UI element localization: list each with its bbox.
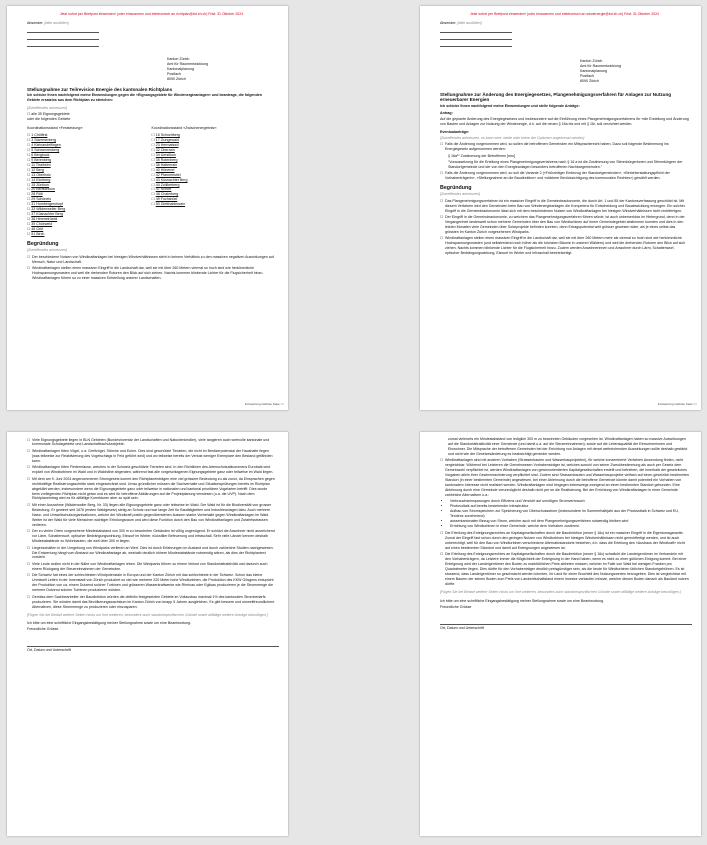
signature-line[interactable]: Ort, Datum und Unterschrift (440, 624, 692, 631)
sender-field[interactable] (27, 33, 99, 40)
sender-placeholder: [bitte ausfüllen] (44, 20, 69, 25)
annotate-hint: [Zutreffendes ankreuzen] (27, 106, 67, 111)
sender-field[interactable] (27, 26, 99, 33)
closing-text: Ich bitte um eine schriftliche Eingangsbestätigung meiner Stellungnahme sowie um eine Beantwortung. (440, 598, 605, 603)
paragraph-reference: § 16a¹⁰ Zustimmung der Betroffenen [neu] (448, 153, 516, 158)
recipient-line: Amt für Raumentwicklung (167, 61, 208, 66)
document-page-4 (420, 432, 701, 836)
column-heading: Koordinationsstand «Zwischenergebnis»: (151, 126, 218, 131)
alternative-item-label: ausserkantonalen Bezug von Strom, welcher auch mit dem Plangenehmigungsverfahren notwendig bleiben wird (450, 519, 629, 524)
reason-item[interactable]: ☐ Der Eingriff in die Gemeindeautonomie, zu welchem das Plangenehmigungsverfahren führen würde, ist auch unbemerkbar im Hintergrund, denn in der Vergangenheit landesweit schon mehrere Gemeinden über den Bau von Windturbinen auf ihrem Gemeindegebiet abstimmen konnten und dies in den letzten Monaten viele Gemeinden über Solarprojekte befinden konnten, denn Ertragspotential weit grösser gewesen wäre, als je eines selbst das grössten im Kanton Zürich vorgesehenen Windparks. (440, 215, 689, 235)
area-item-label: 20 Bertschikon (31, 187, 56, 192)
area-item-label: 46 Grüt (31, 227, 44, 232)
reason-item[interactable]: ☐ Die Erteilung des Enteignungsrechtes an Kapitalgesellschaften durch die Baudirektion (neuer § 16c) ist ein massiver Eingriff in die Eigentumsgarantie. Zumal der Eingriff fast schon durch den geringen Nutzen von Windturbinen bei hiesigen Windverhältnissen nicht gerechtfertigt werden, und ist auch unberechtigt, weil für den Bau von Windturbinen verschiedene Alternativstandorte bestehen, d.h. dass die Erteilung des «Ausbaus der Windkraft» nicht auf einen bestimmten Standort und damit auf Enteignungen angewiesen ist. (440, 531, 689, 551)
area-item-label: 50 Gletthaldenrain (155, 202, 186, 207)
document-page-1 (7, 6, 288, 410)
recipient-address (167, 57, 276, 82)
intro-text: Ich schicke Ihnen nachfolgend meine Einwendungen und stelle folgende Anträge: (440, 104, 580, 109)
area-columns (27, 126, 276, 237)
eventual-item-2[interactable]: ☐ Falls die Änderung vorgenommen wird, so soll die Variante 2 («Frühzeitiger Einbezug der Standortgemeinden», «Berichterstattungspflicht der Vorhabenträgerin», «Stellungnahme an die Baudirektion» und «stärkere Berücksichtigung des kommunalen Rechtes») gewählt werden. (440, 171, 689, 181)
recipient-line: Kantonalplanung (580, 68, 607, 73)
option-label: alle 35 Eignungsgebiete (31, 112, 70, 117)
column-festsetzung (27, 126, 152, 237)
reason-hint: [Zutreffendes ankreuzen] (27, 248, 67, 253)
area-item[interactable] (152, 202, 277, 207)
area-item-label: 44 Zollikerberg (155, 182, 180, 187)
continue-note: Fortsetzung nächste Seite >> (657, 402, 697, 406)
sender-field[interactable] (440, 40, 512, 47)
option-following-areas (27, 117, 276, 122)
reason-item[interactable]: ☐ Windkraftanlagen töten Vögel, u.a. Greifvögel, Störche und Eulen. Dies sind geschützte Tierarten, die nicht im Besitzerpotenzial der Haushalte liegen (was teilweise zur Reaktivierung des Vogelschlags in Feld geführt wird) und wo teilweise bereits der Verlust weniger Exemplare den Bestand gefährden kann. (27, 449, 276, 464)
reason-item[interactable]: ☐ Viele Eignungsgebiete liegen in BLN Gebieten (Bundesinventar der Landschaften und Naturdenkmäler), viele tangieren auch wertvolle kantonale und kommunale Schutzgebiete und Landschaftsschutzobjekte. (27, 438, 276, 448)
area-item-label: 12 Berg (31, 167, 44, 172)
signature-line[interactable]: Ort, Datum und Unterschrift (27, 646, 279, 653)
greeting: Freundliche Grüsse (440, 604, 472, 609)
recipient-line: Postfach (167, 71, 181, 76)
area-item-label: 16 Schneitberg (155, 133, 180, 137)
reason-item[interactable]: ☐ Windkraftanlagen stellen einen massiven Eingriff in die Landschaft dar, weil sie mit über 260 Metern viermal so hoch sind wie herkömmliche Hochspannungsmasten und weil die drehenden Rotoren den Blick auf sich ziehen. Nachts kommen blinkende Lichter für die Flugsicherheit hinzu. Windkraftanlagen führen so zu einer massiven Entstellung unserer Landschaften. (27, 266, 276, 281)
area-item[interactable] (27, 232, 152, 237)
submission-notice: Jetzt sofort per Briefpost einsenden! (oder einscannen und elektronisch an windenergie@bd.zh.ch) Frist: 31.Oktober 2024 (470, 12, 659, 16)
reason-item[interactable]: ☐ Die Schweiz hat eines der schlechtesten Windpotenziale in Europa und der Kanton Zürich mit das schlechteste in der Schweiz. Schon das kleine Unmiwelt Letten in der Innenstadt von Zürich produziert so viel wie mehrere 220 Meter hohe Windturbinen, die Produktion des KKW Gösgens entspricht der Produktion von ca. einem Dutzend solcher Turbinen und grösseren Wasserkraftwerke wie Rheinau oder Eglisau produzieren je die Strommenge die mehrere Dutzend solcher Turbinen produzieren würden. (27, 573, 276, 593)
alternative-item-label: Errichtung von Windturbinen in einer Gemeinde, welche dem Vorhaben zustimmt. (450, 524, 580, 529)
area-item-label: 39 Chüeweid (31, 222, 53, 227)
area-item-label: 5 Schwerzenberg (31, 147, 60, 152)
area-item-label: 37 Küsnachter Berg (31, 212, 63, 217)
document-title: Stellungnahme zur Änderung des Energiegesetzes, Plangenehmigungsverfahren für Anlagen zur Nutzung erneuerbarer Energien (440, 91, 672, 103)
reason-item[interactable]: ☐ Mit dem am 9. Juni 2024 angenommenen Stromgesetz kommt den Richtplaneinträgen eine viel grössere Bedeutung zu als zuvor, da Einsprachen gegen rechtkräftige Realisierungsschritte stark eingeschränkt sind. Umso gründlicher müssen die Sachverhalte und Situationsprüfungen bereits im Richtplan abgeklärt werden, insbesondere wenn die Eignungsgebiete ganz oder teilweise in nationalen und kantonal prioritären Vogelarten betrifft. Dies wurde beim vorliegenden Richtplan nicht getan und es wird für betroffene Abklärungen auf die Projektplanung verwiesen (u.a. die UVP). Nach dem Richtplaneintrag wird es für allfällige Korrekturen aber zu spät sein. (27, 477, 276, 502)
column-heading: Koordinationsstand «Festsetzung»: (27, 126, 84, 131)
reason-item[interactable]: ☐ Windkraftanlagen stellen einen massiven Eingriff in die Landschaft dar, weil sie mit über 260 Metern mehr als viermal so hoch sind wie herkömmliche Hochspannungsmasten (und selbstredend noch höher als die höchsten Bäume in unseren Wäldern) und weil die drehenden Rotoren den Blick auf sich ziehen. Nachts kommen blinkende Lichter für die Flugsicherheit hinzu. Zudem werden Anwohnerinnen und Anwohner durch Lärm, Schattenwurf, optischer Bedrängungswirkung, Eiswurf im Winter und Infraschall beeinträchtigt. (440, 236, 689, 256)
reason-heading: Begründung (27, 241, 59, 248)
antrag-label: Antrag: (440, 110, 453, 115)
intro-text: Ich schicke Ihnen nachfolgend meine Einwendungen gegen die «Eignungsgebiete für Windenergieanlagen» und beantrage, die folgenden Gebiete ersatzlos aus dem Richtplan zu streichen: (27, 93, 262, 103)
area-item-label: 28 Rüti (31, 192, 43, 197)
recipient-line: Kantonalplanung (167, 66, 194, 71)
reason-heading: Begründung (440, 184, 472, 191)
reason-item[interactable]: ☐ Windkraftanlagen töten Fledermäuse, welches in der Schweiz geschützte Tierarten sind. In den Richtlinien des Artenschutzabkommens Eurobats wird explizit von Windturbinen im Wald und in Waldnähe abgeraten, während fast alle vorgeschlagenen Eignungsgebiete ganz oder teilweise im Wald liegen. (27, 465, 276, 475)
reason-item[interactable]: ☐ Das Plangenehmigungsverfahren ist ein massiver Eingriff in die Gemeindeautonomie, die durch Art. 1 und 85 der Kantonsverfassung geschützt ist. Mit diesem Verfahren wird den Gemeinden beim Bau von Windenergieanlagen die Kompetenz für Entscheidung und Bauabwicklung entzogen. Ein solcher Eingriff in die Gemeindeautonomie lässt sich mit dem bescheidenen Nutzen von Windkraftanlagen bei hiesigen Windverhältnissen nicht rechtfertigen. (440, 199, 689, 214)
area-item-label: 48 Chaimberg (155, 192, 179, 197)
extra-pages-hint: [Fügen Sie bei Bedarf weitere Seiten hinzu um ihre weiteren, besonders auch standortspezifischen Gründe sowie allfällige weitere Anträge beizufügen.] (27, 612, 268, 617)
sender-label: Absender: (27, 20, 44, 25)
area-item-label: 13 Oberholz (31, 172, 51, 177)
area-item-label: 4 Kleinandelfingen (31, 142, 61, 147)
continued-text: zumal vielerorts ein Mindestabstand von lediglich 300 m zu bewohnten Gebäuden vorgesehen ist. Windkraftanlagen haben so massive Auswirkungen auf die Standortattraktivität einer Gemeinde (und damit u.a. auf die Steuereinnahmen), sowie auf die Lebensqualität der Einwohnerinnen und Einwohner. Die Mitsprache der betroffenen Gemeinden bei der Errichtung von Anlagen mit derart weitreichenden Auswirkungen sollte deshalb gestärkt und nicht wie der Gesetzesänderung es beabsichtigt geminder werden. (448, 437, 688, 456)
eventual-label: Eventualanträge: (440, 129, 470, 134)
alternative-item-label: Aufbau von Stromspeichern zur Speicherung von Überschussstrom (insbesondere im Sommerhalbjahr aus der Photovoltaik in Schweiz und EU, Tendenz zunehmend) (450, 509, 679, 519)
area-item-label: 15 Zünikon (31, 182, 50, 187)
reason-hint: [Zutreffendes ankreuzen] (440, 192, 480, 197)
recipient-line: Amt für Raumentwicklung (580, 63, 621, 68)
reason-item[interactable]: ☐ Die Erteilung des Enteignungsrechtes an Kapitalgesellschaften durch die Baudirektion (neuer § 16c) schwächt die Landeigentümer im Verhandeln mit den Vorhabenträgern, da Letztere immer die Möglichkeit der Enteignung in der Hand haben, wenn es nicht zu einer gütlichen Einigung kommt. Bei einer Enteignung wird der Landeigentümer den Boden zu marktüblichen Preis abtreten müssen, welcher im Falle von Wald bei wenigen Franken pro Quadratmeter liegen. Dies dürfte für den Vorhabenträger deutlich preisgünstiger sein, als die heute für Windturbinen üblichen Standortgebühren. Es ist stossend, dass Landeigentümer so geschwächt werden könnten, ihr Land für einen Bruchteil des Nutzungswertes herzugeben. Dies ist vergleichbar mit einem Bauern der seinen Boden zum Preis von Landwirtschaftsland einem Investor verkaufen müsste, welcher diesen Boden danach als Bauland nutzen dürfte. (440, 552, 689, 587)
area-list (152, 133, 277, 207)
sender-field[interactable] (27, 40, 99, 47)
sender-line (27, 21, 276, 26)
recipient-line: 8090 Zürich (580, 78, 599, 83)
alternative-item-label: Verbrauchseinsparungen durch Effizienz und Verzicht auf unnötigen Stromverbrauch (450, 499, 585, 504)
area-item-label: 36 Haltenrain (155, 162, 178, 167)
area-item-label: 17 Gungewald (155, 137, 179, 142)
area-item-label: 32 Oberrain (155, 147, 175, 152)
area-item-label: 34 Uerstikon (155, 152, 176, 157)
area-item-label: 43 Küsnachter Berg (155, 177, 188, 182)
continue-note: Fortsetzung nächste Seite >> (244, 402, 284, 406)
antrag-text: Auf die geplante Änderung des Energiegesetzes und insbesondere auf die Einführung eines Plangenehmigungsverfahrens für «die Erstellung und Änderung von Bauten und Anlagen zur Nutzung der Windenergie, d.h. auf die neuen § 16a bis und mit § 16i, soll verzichtet werden. (440, 116, 689, 126)
eventual-item-1[interactable]: ☐ Falls die Änderung vorgenommen wird, so sollen die betroffenen Gemeinden ein Mitspracherecht haben. Dazu soll folgende Bestimmung ins Energiegesetz aufgenommen werden: (440, 142, 689, 152)
area-item-label: 11 Thalheim (31, 162, 51, 167)
area-item-label: 23 Hermatswil (155, 142, 179, 147)
reason-item[interactable]: ☐ Liegenschaften in der Umgebung von Windparks verlieren an Wert. Dies ist durch Erfahrungen im Ausland und durch zahlreiche Studien nachgewiesen. Die Entwertung hängt vom Abstand zur Windkraftanlage ab, weshalb deutlich höhere Mindestabstände notwendig wären, als dies der Richtplantext vorsieht. (27, 546, 276, 561)
column-zwischenergebnis (152, 126, 277, 237)
sender-placeholder: [bitte ausfüllen] (457, 20, 482, 25)
recipient-line: 8090 Zürich (167, 76, 186, 81)
document-page-3 (7, 432, 288, 836)
paragraph-quote: "Voraussetzung für die Erteilung eines Plangenehmigungsverfahrens nach § 16 a ist die Zustimmung von Stimmbürgerinnen und Stimmbürgern der Standortgemeinde und der von den Energieanlagen besonders betroffenen Nachbargemeinden." (448, 159, 683, 169)
area-item-label: 35 Rotenberg (155, 157, 178, 162)
eventual-hint: [Zutreffendes ankreuzen, es kann eine, beide oder keine der Optionen angekreuzt werden] (440, 135, 585, 140)
option-label: oder die folgenden Gebiete (27, 117, 71, 122)
reason-item[interactable]: ☐ Der beschiedene Nutzen von Windkraftanlagen bei hiesigen Windverhältnissen steht in keinem Verhältnis zu den massiven negativen Auswirkungen auf Mensch, Natur und Landschaft. (27, 255, 276, 265)
area-item-label: 38 Himmelrüebli (31, 217, 58, 222)
document-page-2 (420, 6, 701, 410)
recipient-line: Postfach (580, 73, 594, 78)
area-item-label: 42 Pfannenstiel (155, 172, 181, 177)
reason-item[interactable]: ☐ Gemäss dem Sachbearbeiter der Baudirektion würden die definitiv festgesetzten Gebiete im Vollausbau maximal 1% des kantonalen Strombedarfs produzieren. Sie würden damit das Bevölkerungswachstum im Kanton Zürich von knapp 5 Jahren ausgleichen. Es gibt bessere und umweltfreundlichere Alternativen, diese Strommenge zu produzieren oder einzusparen. (27, 595, 276, 610)
area-item-label: 6 Bergbuck (31, 152, 50, 157)
area-item-label: 3 Stammerberg (31, 137, 57, 142)
area-item-label: 29 Schöneis (31, 197, 52, 202)
area-item-label: 33 Wildenweiler Berg (31, 207, 66, 212)
area-item-label: 1 Chölfirst (31, 133, 48, 137)
reason-item[interactable]: ☐ Viele Leute wollen nicht in der Nähe von Windkraftanlagen leben. Die Windparks führen zu einem Verlust von Standortattraktivität und dadurch auch einem Rückgang der Steuereinnahmen der Gemeinden. (27, 562, 276, 572)
closing-text: Ich bitte um eine schriftliche Eingangsbestätigung meiner Stellungnahme sowie um eine Beantwortung. (27, 621, 192, 626)
alternative-item (450, 509, 689, 519)
area-item-label: 47 Schürr (155, 187, 172, 192)
document-title: Stellungnahme zur Teilrevision Energie des kantonalen Richtplans (27, 86, 173, 92)
recipient-line: Kanton Zürich (167, 56, 190, 61)
recipient-line: Kanton Zürich (580, 58, 603, 63)
recipient-address (580, 59, 689, 84)
reason-item[interactable]: ☐ Windkraftanlagen sind mit anderen Vorhaben (Strassenbauten und Wasserbauprojekten), für welche konzentrierte Verfahren Anwendung finden, nicht vergleichbar. Während bei Letzteren die Gemeinwesen Vorhabensträger ist, welches sowohl von seiner Zweckbestimmung als auch per Gesetz dem Gemeinwohl verpflichtet ist, werden Windkraftanlagen von gewinnorientierten Kapitalgesellschaften erstellt und betrieben, die innerhalb der gesetzlichen Vorgaben allein ihrer Gewinnmaximierung verpflichtet sind. Zudem sind Strassenbauten und Wasserbauprojekte vielfach auf einen gesetzlich bestimmten Standort (in einer bestimmten Gemeinde) angewiesen, bei einer Ablehnung durch die betroffene Gemeinde könnte damit potentiell ein Vorhaben von kantonalem Interesse nicht realisiert werden. Windkraftanlagen sind hingegen keineswegs zwingend an einen bestimmten Standort gebunden. Eine Ablehnung durch eine Gemeinde verunmöglicht deshalb nicht per se die Realisierung. Bei der Errichtung von Windkraftanlagen in einer Gemeinde zahlreiche Alternativen u.a.: (440, 458, 689, 498)
area-item-label: 31 Hombergerchopf (31, 202, 63, 207)
sender-label: Absender: (440, 20, 457, 25)
sender-field[interactable] (440, 26, 512, 33)
alternative-item (450, 524, 689, 529)
area-item-label: 49 Fuchsbüel (155, 197, 178, 202)
submission-notice: Jetzt sofort per Briefpost einsenden! (oder einscannen und elektronisch an richtplan@bd.zh.ch) Frist: 31.Oktober 2024 (59, 12, 244, 16)
extra-pages-hint: [Fügen Sie bei Bedarf weitere Seiten hinzu um ihre weiteren, besonders auch standortspezifischen Gründe sowie allfällige weitere Anträge beizufügen.] (440, 589, 681, 594)
alternatives-list (444, 499, 689, 529)
area-item-label: 40 Hönemrt (155, 167, 175, 172)
area-item-label: 9 Berenberg (31, 157, 52, 162)
area-item-label: 51 Birch (31, 232, 45, 237)
area-list (27, 133, 152, 237)
sender-field[interactable] (440, 33, 512, 40)
sender-line (440, 21, 689, 26)
area-item-label: 14 Eichberg (31, 177, 51, 182)
alternative-item-label: Photovoltaik auf bereits bestehender Infrastruktur (450, 504, 529, 509)
greeting: Freundliche Grüsse (27, 627, 59, 632)
reason-item[interactable]: ☐ Der zu vielen Orten vorgesehene Mindestabstand von 300 m zu bewohnten Gebäuden ist völlig ungenügend. Er schützt die Anwohner nicht ausreichend vor Lärm, Schattenwurf, optischer Bedrängungswirkung, Eiswurf im Winter, rückstiller Befeuerung und Infraschall. Sehr viele Länder kennen deshalb Mindestabstände zu Wohnbauten, die weit über 300 m liegen. (27, 529, 276, 544)
reason-item[interactable]: ☐ Mit einer Ausnahme (Wädenswiler Berg, Nr. 33) liegen alle Eignungsgebiete ganz oder teilweise im Wald. Der Wald ist für die Biodiversität von grosser Bedeutung. Er gewinnt seit 1876 (ersten Waldgesetz) stetig an Schutz und war lange Zeit für Bautätigkeiten und Industrieanlagen tabu. Auch mehrere Natur- und Umweltschutzorganisationen, welche der Windkraft positiv gegenüberstehen äussern starke Vorbehalte gegen Windkraftanlagen im Wald. Weiter ist der Wald für viele Menschen wichtiger Erholungsraum und wird diese Funktion durch den Bau von Windkraftanlagen und Zufahrtsstrassen verlieren. (27, 503, 276, 528)
